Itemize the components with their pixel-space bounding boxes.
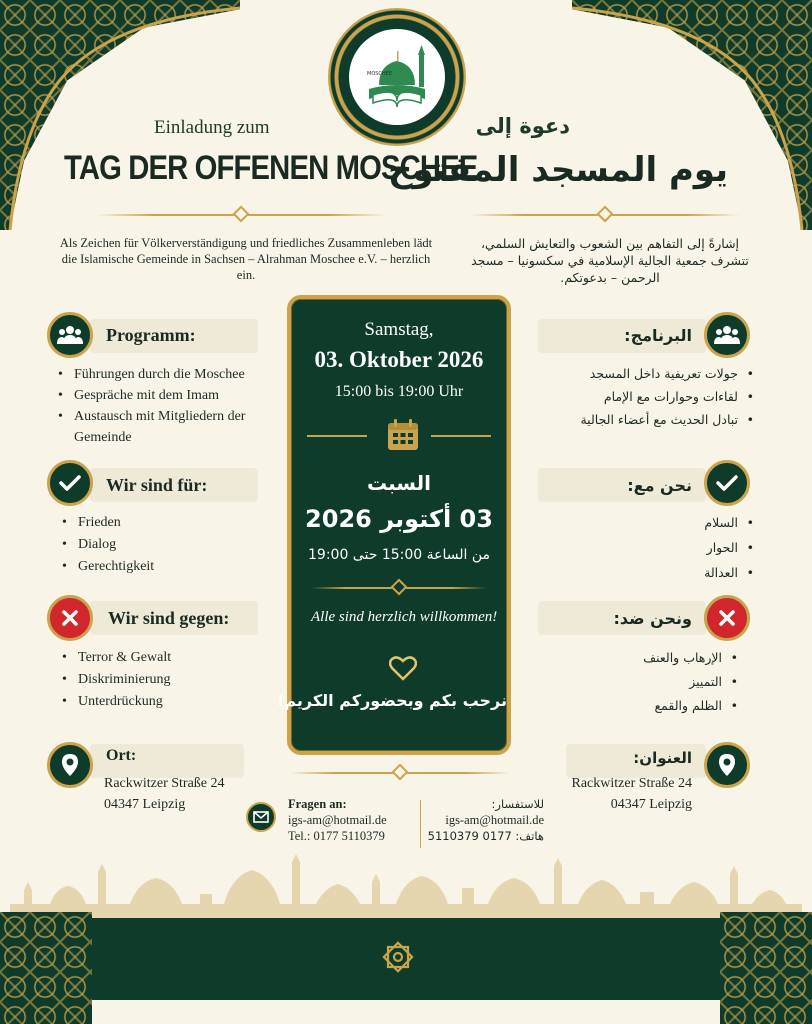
event-date-ar: 03 أكتوبر 2026 (305, 505, 493, 533)
ornament-corner-bottom-left (0, 912, 92, 1024)
list-item: • Dialog (60, 534, 260, 556)
contact-email-ar[interactable]: igs-am@hotmail.de (445, 813, 544, 827)
group-icon (47, 312, 93, 358)
against-title-ar: ونحن ضد: (613, 609, 692, 628)
list-item: • الحوار (600, 535, 756, 560)
event-details-card (277, 295, 511, 755)
list-item: • Diskriminierung (60, 669, 260, 691)
contact-phone-de[interactable]: Tel.: 0177 5110379 (288, 829, 385, 843)
list-item: • لقاءات وحوارات مع الإمام (520, 385, 756, 408)
address-street-ar: Rackwitzer Straße 24 (571, 776, 692, 791)
ornament-corner-bottom-right (720, 912, 812, 1024)
list-item: • العدالة (600, 560, 756, 585)
contact-info-de (288, 796, 387, 844)
against-list-de (60, 647, 260, 713)
list-item: • Gespräche mit dem Imam (56, 385, 286, 406)
for-title-ar: نحن مع: (627, 476, 692, 495)
address-city-de: 04347 Leipzig (104, 797, 186, 812)
address-street-de: Rackwitzer Straße 24 (104, 776, 225, 791)
contact-label-ar: للاستفسار: (491, 797, 544, 811)
card-ornament-divider (311, 581, 487, 595)
x-icon (47, 595, 93, 641)
card-divider (431, 435, 491, 437)
contact-phone-ar[interactable]: هاتف: 0177 5110379 (427, 829, 544, 843)
contact-info-ar (427, 796, 544, 844)
event-title-de: TAG DER OFFENEN MOSCHEE (64, 149, 478, 187)
list-item: • Terror & Gewalt (60, 647, 260, 669)
list-item: • Gerechtigkeit (60, 556, 260, 578)
event-day-de: Samstag, (364, 319, 434, 340)
location-title-ar: العنوان: (633, 749, 692, 767)
invitation-label-de: Einladung zum (154, 117, 270, 138)
group-icon (704, 312, 750, 358)
program-list-de (56, 364, 286, 448)
list-item: • Unterdrückung (60, 691, 260, 713)
welcome-text-ar: نرحب بكم وبحضوركم الكريم! (277, 691, 507, 710)
for-list-de (60, 512, 260, 578)
event-time-ar: من الساعة 15:00 حتى 19:00 (308, 547, 490, 563)
for-list-ar (600, 510, 756, 585)
list-item: • Austausch mit Mitgliedern der Gemeinde (56, 406, 286, 448)
event-title-ar: يوم المسجد المفتوح (387, 150, 728, 190)
invitation-label-ar: دعوة إلى (475, 114, 570, 138)
mail-icon (246, 802, 276, 832)
event-day-ar: السبت (366, 471, 432, 495)
welcome-text-de: Alle sind herzlich willkommen! (311, 609, 498, 625)
event-time-de: 15:00 bis 19:00 Uhr (334, 383, 464, 400)
contact-label-de: Fragen an: (288, 797, 347, 811)
star-ornament-icon (378, 937, 418, 977)
list-item: • الإرهاب والعنف (560, 646, 740, 670)
address-city-ar: 04347 Leipzig (610, 797, 692, 812)
program-title-de: Programm: (106, 325, 196, 345)
against-title-de: Wir sind gegen: (108, 608, 230, 628)
title-divider-left (96, 208, 386, 222)
ornament-corner-top-left (0, 0, 240, 230)
location-title-de: Ort: (106, 747, 137, 764)
check-icon (704, 460, 750, 506)
location-pin-icon (47, 742, 93, 788)
intro-text-de: Als Zeichen für Völkerverständigung und friedliches Zusammenleben lädt die Islamische Gemeinde in Sachsen – Alrahman Moschee e.V. – herzlich ein. (59, 236, 433, 282)
list-item: • Frieden (60, 512, 260, 534)
title-divider-right (470, 208, 740, 222)
list-item: • السلام (600, 510, 756, 535)
mosque-skyline-silhouette (10, 852, 802, 922)
card-divider (307, 435, 367, 437)
list-item: • التمييز (560, 670, 740, 694)
for-title-de: Wir sind für: (106, 475, 208, 495)
list-item: • Führungen durch die Moschee (56, 364, 286, 385)
list-item: • تبادل الحديث مع أعضاء الجالية (520, 408, 756, 431)
event-date-de: 03. Oktober 2026 (314, 347, 484, 372)
ornament-corner-top-right (572, 0, 812, 230)
mosque-logo-icon (328, 8, 466, 146)
calendar-icon (385, 417, 421, 453)
program-list-ar (520, 362, 756, 431)
against-list-ar (560, 646, 740, 718)
intro-text-ar: إشارةً إلى التفاهم بين الشعوب والتعايش السلمي، تتشرف جمعية الجالية الإسلامية في سكسونيا – مسجد الرحمن – بدعوتكم. (471, 236, 749, 285)
program-title-ar: البرنامج: (624, 326, 692, 345)
check-icon (47, 460, 93, 506)
location-pin-icon (704, 742, 750, 788)
heart-icon (389, 655, 417, 681)
list-item: • الظلم والقمع (560, 694, 740, 718)
bottom-divider (290, 766, 510, 780)
svg-text:MOSCHEE: MOSCHEE (367, 71, 392, 77)
contact-email-de[interactable]: igs-am@hotmail.de (288, 813, 387, 827)
x-icon (704, 595, 750, 641)
list-item: • جولات تعريفية داخل المسجد (520, 362, 756, 385)
contact-separator (420, 800, 421, 848)
